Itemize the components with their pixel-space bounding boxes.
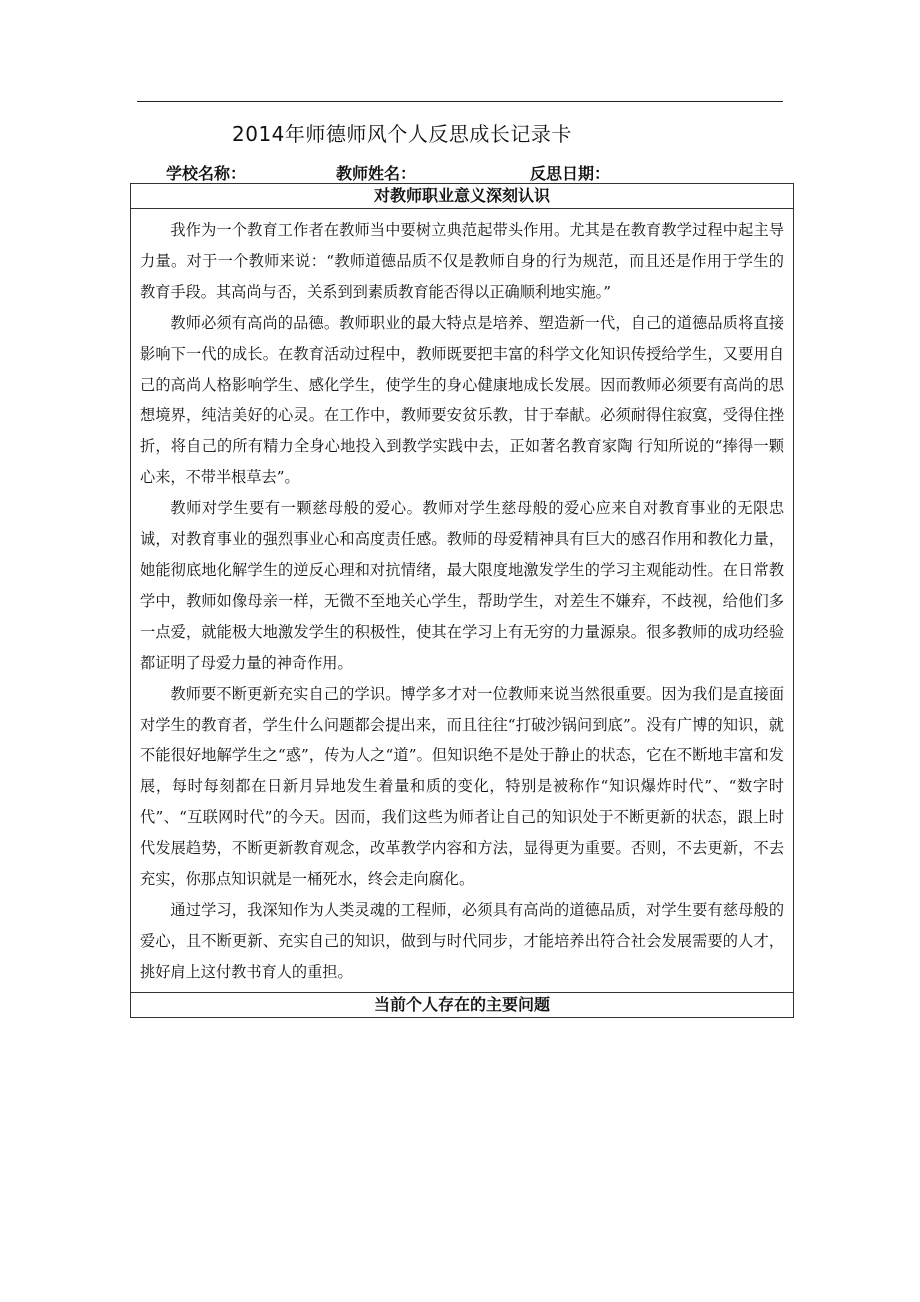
body-paragraph: 我作为一个教育工作者在教师当中要树立典范起带头作用。尤其是在教育教学过程中起主导力量。对于一个教师来说：“教师道德品质不仅是教师自身的行为规范，而且还是作用于学生的教育手段。其高尚与否，关系到到素质教育能否得以正确顺利地实施。” bbox=[140, 221, 784, 301]
document-title: 2014年师德师风个人反思成长记录卡 bbox=[232, 122, 572, 146]
info-row bbox=[0, 160, 920, 184]
section-header-career-meaning: 对教师职业意义深刻认识 bbox=[131, 184, 793, 209]
teacher-name-label: 教师姓名： bbox=[336, 164, 417, 183]
section-header-main-problems: 当前个人存在的主要问题 bbox=[131, 992, 793, 1017]
body-paragraph: 教师必须有高尚的品德。教师职业的最大特点是培养、塑造新一代，自己的道德品质将直接影响下一代的成长。在教育活动过程中，教师既要把丰富的科学文化知识传授给学生，又要用自己的高尚人格影响学生、感化学生，使学生的身心健康地成长发展。因而教师必须要有高尚的思想境界，纯洁美好的心灵。在工作中，教师要安贫乐教，甘于奉献。必须耐得住寂寞，受得住挫折，将自己的所有精力全身心地投入到教学实践中去，正如著名教育家陶 行知所说的“捧得一颗心来，不带半根草去”。 bbox=[140, 313, 784, 487]
record-card-table bbox=[130, 183, 794, 1018]
header-rule bbox=[137, 101, 783, 102]
body-paragraph: 通过学习，我深知作为人类灵魂的工程师，必须具有高尚的道德品质，对学生要有慈母般的爱心，且不断更新、充实自己的知识，做到与时代同步，才能培养出符合社会发展需要的人才，挑好肩上这付教书育人的重担。 bbox=[140, 900, 784, 981]
reflection-date-label: 反思日期： bbox=[530, 164, 611, 183]
body-paragraph: 教师对学生要有一颗慈母般的爱心。教师对学生慈母般的爱心应来自对教育事业的无限忠诚，对教育事业的强烈事业心和高度责任感。教师的母爱精神具有巨大的感召作用和教化力量，她能彻底地化解学生的逆反心理和对抗情绪，最大限度地激发学生的学习主观能动性。在日常教学中，教师如像母亲一样，无微不至地关心学生，帮助学生，对差生不嫌弃，不歧视，给他们多一点爱，就能极大地激发学生的积极性，使其在学习上有无穷的力量源泉。很多教师的成功经验都证明了母爱力量的神奇作用。 bbox=[140, 499, 784, 672]
school-name-label: 学校名称： bbox=[166, 164, 247, 183]
section-body-career-meaning bbox=[131, 209, 793, 992]
body-paragraph: 教师要不断更新充实自己的学识。博学多才对一位教师来说当然很重要。因为我们是直接面对学生的教育者，学生什么问题都会提出来，而且往往“打破沙锅问到底”。没有广博的知识，就不能很好地解学生之“惑”，传为人之“道”。但知识绝不是处于静止的状态，它在不断地丰富和发展，每时每刻都在日新月异地发生着量和质的变化，特别是被称作“知识爆炸时代”、“数字时代”、“互联网时代”的今天。因而，我们这些为师者让自己的知识处于不断更新的状态，跟上时代发展趋势，不断更新教育观念，改革教学内容和方法，显得更为重要。否则，不去更新，不去充实，你那点知识就是一桶死水，终会走向腐化。 bbox=[140, 684, 784, 889]
